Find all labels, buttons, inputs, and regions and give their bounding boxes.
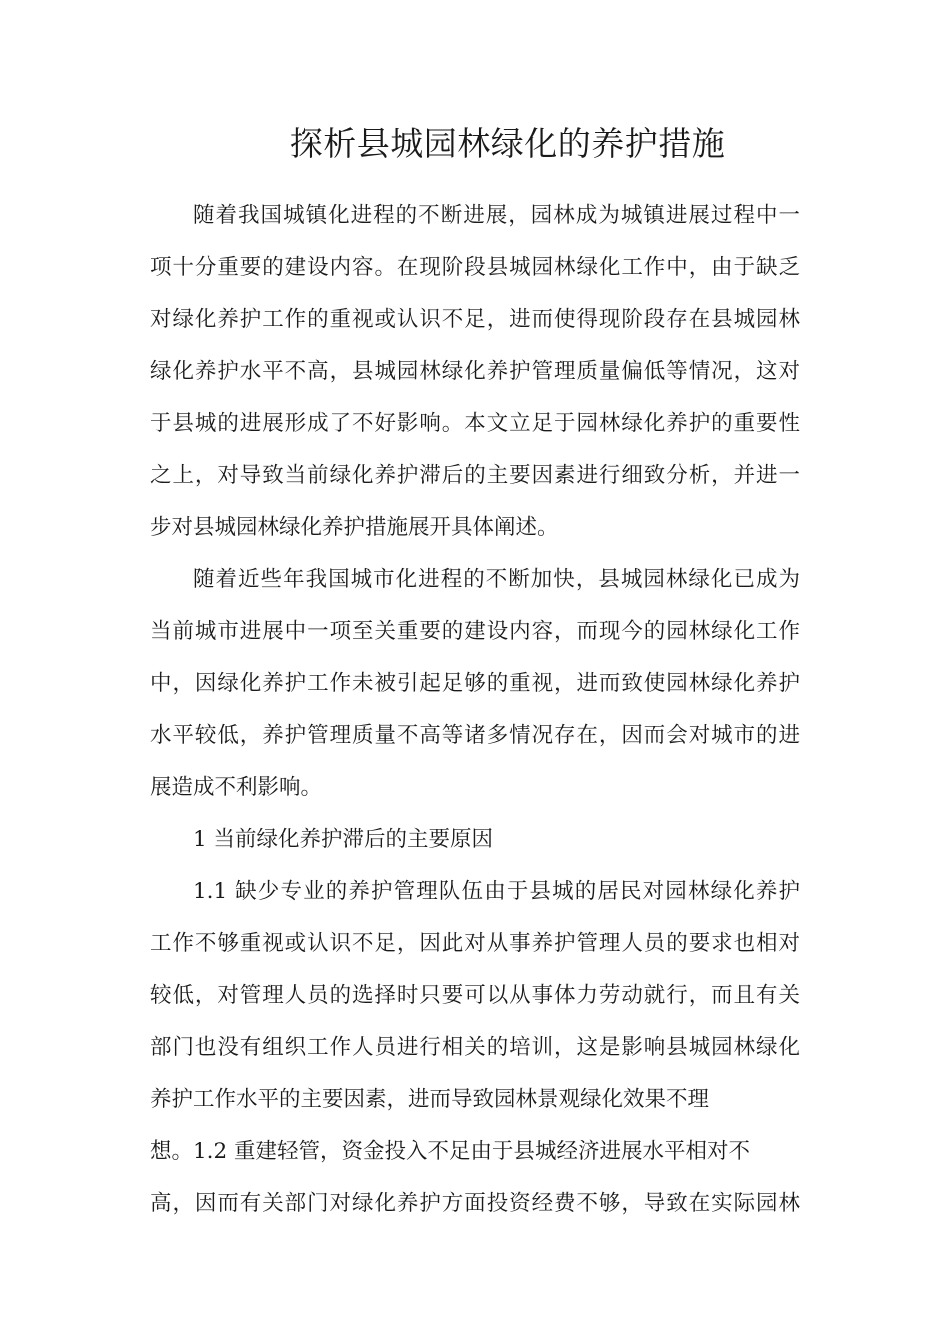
text-line: 对绿化养护工作的重视或认识不足，进而使得现阶段存在县城园林 <box>150 307 800 332</box>
text-line: 绿化养护水平不高，县城园林绿化养护管理质量偏低等情况，这对 <box>150 359 800 384</box>
text-line: 之上，对导致当前绿化养护滞后的主要因素进行细致分析，并进一 <box>150 463 800 488</box>
document-title: 探析县城园林绿化的养护措施 <box>289 124 726 163</box>
text-line: 工作不够重视或认识不足，因此对从事养护管理人员的要求也相对 <box>150 931 800 956</box>
text-line: 展造成不利影响。 <box>150 775 323 800</box>
document-body <box>150 190 800 1230</box>
text-line: 高，因而有关部门对绿化养护方面投资经费不够，导致在实际园林 <box>150 1191 800 1216</box>
text-line: 项十分重要的建设内容。在现阶段县城园林绿化工作中，由于缺乏 <box>150 255 800 280</box>
text-line: 养护工作水平的主要因素，进而导致园林景观绿化效果不理 <box>150 1087 710 1112</box>
text-line: 水平较低，养护管理质量不高等诸多情况存在，因而会对城市的进 <box>150 723 800 748</box>
text-line: 当前城市进展中一项至关重要的建设内容，而现今的园林绿化工作 <box>150 619 800 644</box>
text-line: 部门也没有组织工作人员进行相关的培训，这是影响县城园林绿化 <box>150 1035 800 1060</box>
text-line: 随着我国城镇化进程的不断进展，园林成为城镇进展过程中一 <box>193 203 800 228</box>
text-line: 1.1 缺少专业的养护管理队伍由于县城的居民对园林绿化养护 <box>193 879 800 904</box>
text-line: 于县城的进展形成了不好影响。本文立足于园林绿化养护的重要性 <box>150 411 800 436</box>
text-line: 中，因绿化养护工作未被引起足够的重视，进而致使园林绿化养护 <box>150 671 800 696</box>
text-line: 步对县城园林绿化养护措施展开具体阐述。 <box>150 515 559 540</box>
text-line: 想。1.2 重建轻管，资金投入不足由于县城经济进展水平相对不 <box>150 1139 751 1164</box>
text-line: 随着近些年我国城市化进程的不断加快，县城园林绿化已成为 <box>193 567 800 592</box>
text-line: 较低，对管理人员的选择时只要可以从事体力劳动就行，而且有关 <box>150 983 800 1008</box>
text-line: 1 当前绿化养护滞后的主要原因 <box>193 827 494 852</box>
